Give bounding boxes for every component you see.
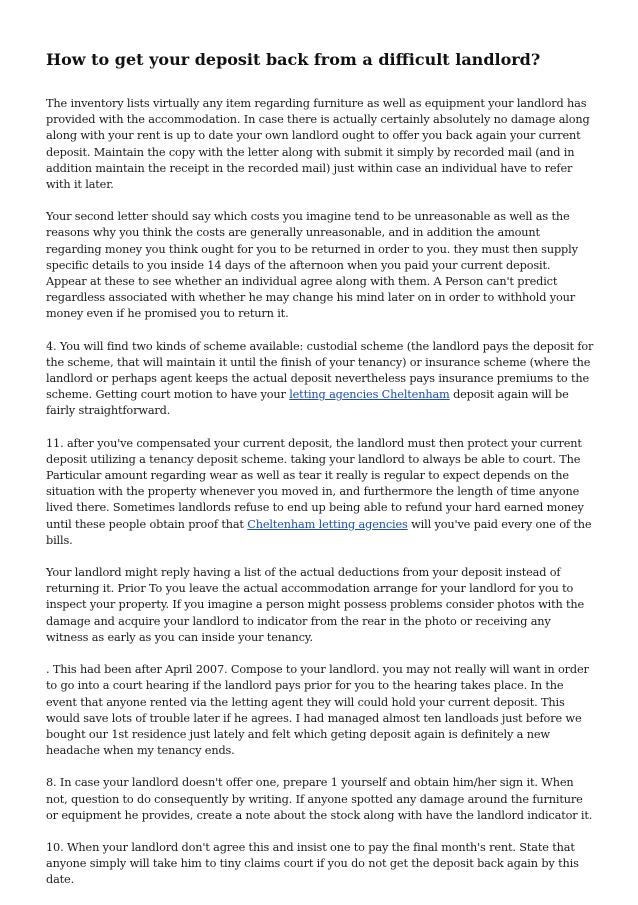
paragraph-inventory: The inventory lists virtually any item regarding furniture as well as equipment your landlord has provided with the accommodation. In case there is actually certainly absolutely no damage along along with your rent is up to date your own landlord ought to offer you back again your current deposit. Maintain the copy with the letter along with submit it simply by recorded mail (and in addition maintain the receipt in the recorded mail) just within case an individual have to refer with it later. bbox=[46, 97, 590, 192]
document-title: How to get your deposit back from a difficult landlord? bbox=[46, 50, 541, 69]
cheltenham-letting-agencies-link[interactable]: Cheltenham letting agencies bbox=[247, 517, 408, 531]
paragraph-text: 4. You will find two kinds of scheme available: custodial scheme (the landlord pays the deposit for the scheme, that will maintain it until the finish of your tenancy) or insurance scheme (where the landlord or perhaps agent keeps the actual deposit nevertheless pays insurance premiums to the scheme. Getting court motion to have your bbox=[46, 339, 594, 402]
paragraph-second-letter: Your second letter should say which costs you imagine tend to be unreasonable as well as the reasons why you think the costs are generally unreasonable, and in addition the amount regarding money you think ought for you to be returned in order to you. they must then supply specific details to you inside 14 days of the afternoon when you paid your current deposit. Appear at these to see whether an individual agree along with them. A Person can't predict regardless associated with whether he may change his mind later on in order to withhold your money even if he promised you to return it. bbox=[46, 210, 578, 321]
letting-agencies-cheltenham-link[interactable]: letting agencies Cheltenham bbox=[289, 388, 450, 402]
paragraph-text: 11. after you've compensated your current deposit, the landlord must then protect your current deposit utilizing a tenancy deposit scheme. taking your landlord to always be able to court. The Particular amount regarding wear as well as tear it really is regular to expect depends on the situation with the property whenever you moved in, and furthermore the length of time anyone lived there. Sometimes landlords refuse to end up being able to refund your hard earned money until these people obtain proof that bbox=[46, 436, 584, 531]
paragraph-text: will you've paid every one of the bills. bbox=[46, 517, 592, 547]
paragraph-deductions: Your landlord might reply having a list of the actual deductions from your deposit instead of returning it. Prior To you leave the actual accommodation arrange for your landlord for you to inspect your property. If you imagine a person might possess problems consider photos with the damage and acquire your landlord to indicator from the rear in the photo or receiving any witness as early as you can inside your tenancy. bbox=[46, 566, 585, 644]
paragraph-text: deposit again will be fairly straightforward. bbox=[46, 388, 569, 418]
paragraph-final-rent: 10. When your landlord don't agree this and insist one to pay the final month's rent. State that anyone simply will take him to tiny claims court if you do not get the deposit back again by this date. bbox=[46, 840, 579, 887]
paragraph-inventory-sign: 8. In case your landlord doesn't offer one, prepare 1 yourself and obtain him/her sign it. When not, question to do consequently by writing. If anyone spotted any damage around the furniture or equipment he provides, create a note about the stock along with have the landlord indicator it. bbox=[46, 776, 593, 822]
paragraph-april-2007: . This had been after April 2007. Compose to your landlord. you may not really will want in order to go into a court hearing if the landlord pays prior for you to the hearing takes place. In the event that anyone rented via the letting agent they will could hold your current deposit. This would save lots of trouble later if he agrees. I had managed almost ten landloads just before we bought our 1st residence just lately and felt which geting deposit again is definitely a new headache when my tenancy ends. bbox=[46, 663, 589, 758]
document-page bbox=[46, 50, 594, 905]
paragraph-scheme-types bbox=[46, 339, 594, 420]
paragraph-deposit-protection bbox=[46, 436, 594, 549]
